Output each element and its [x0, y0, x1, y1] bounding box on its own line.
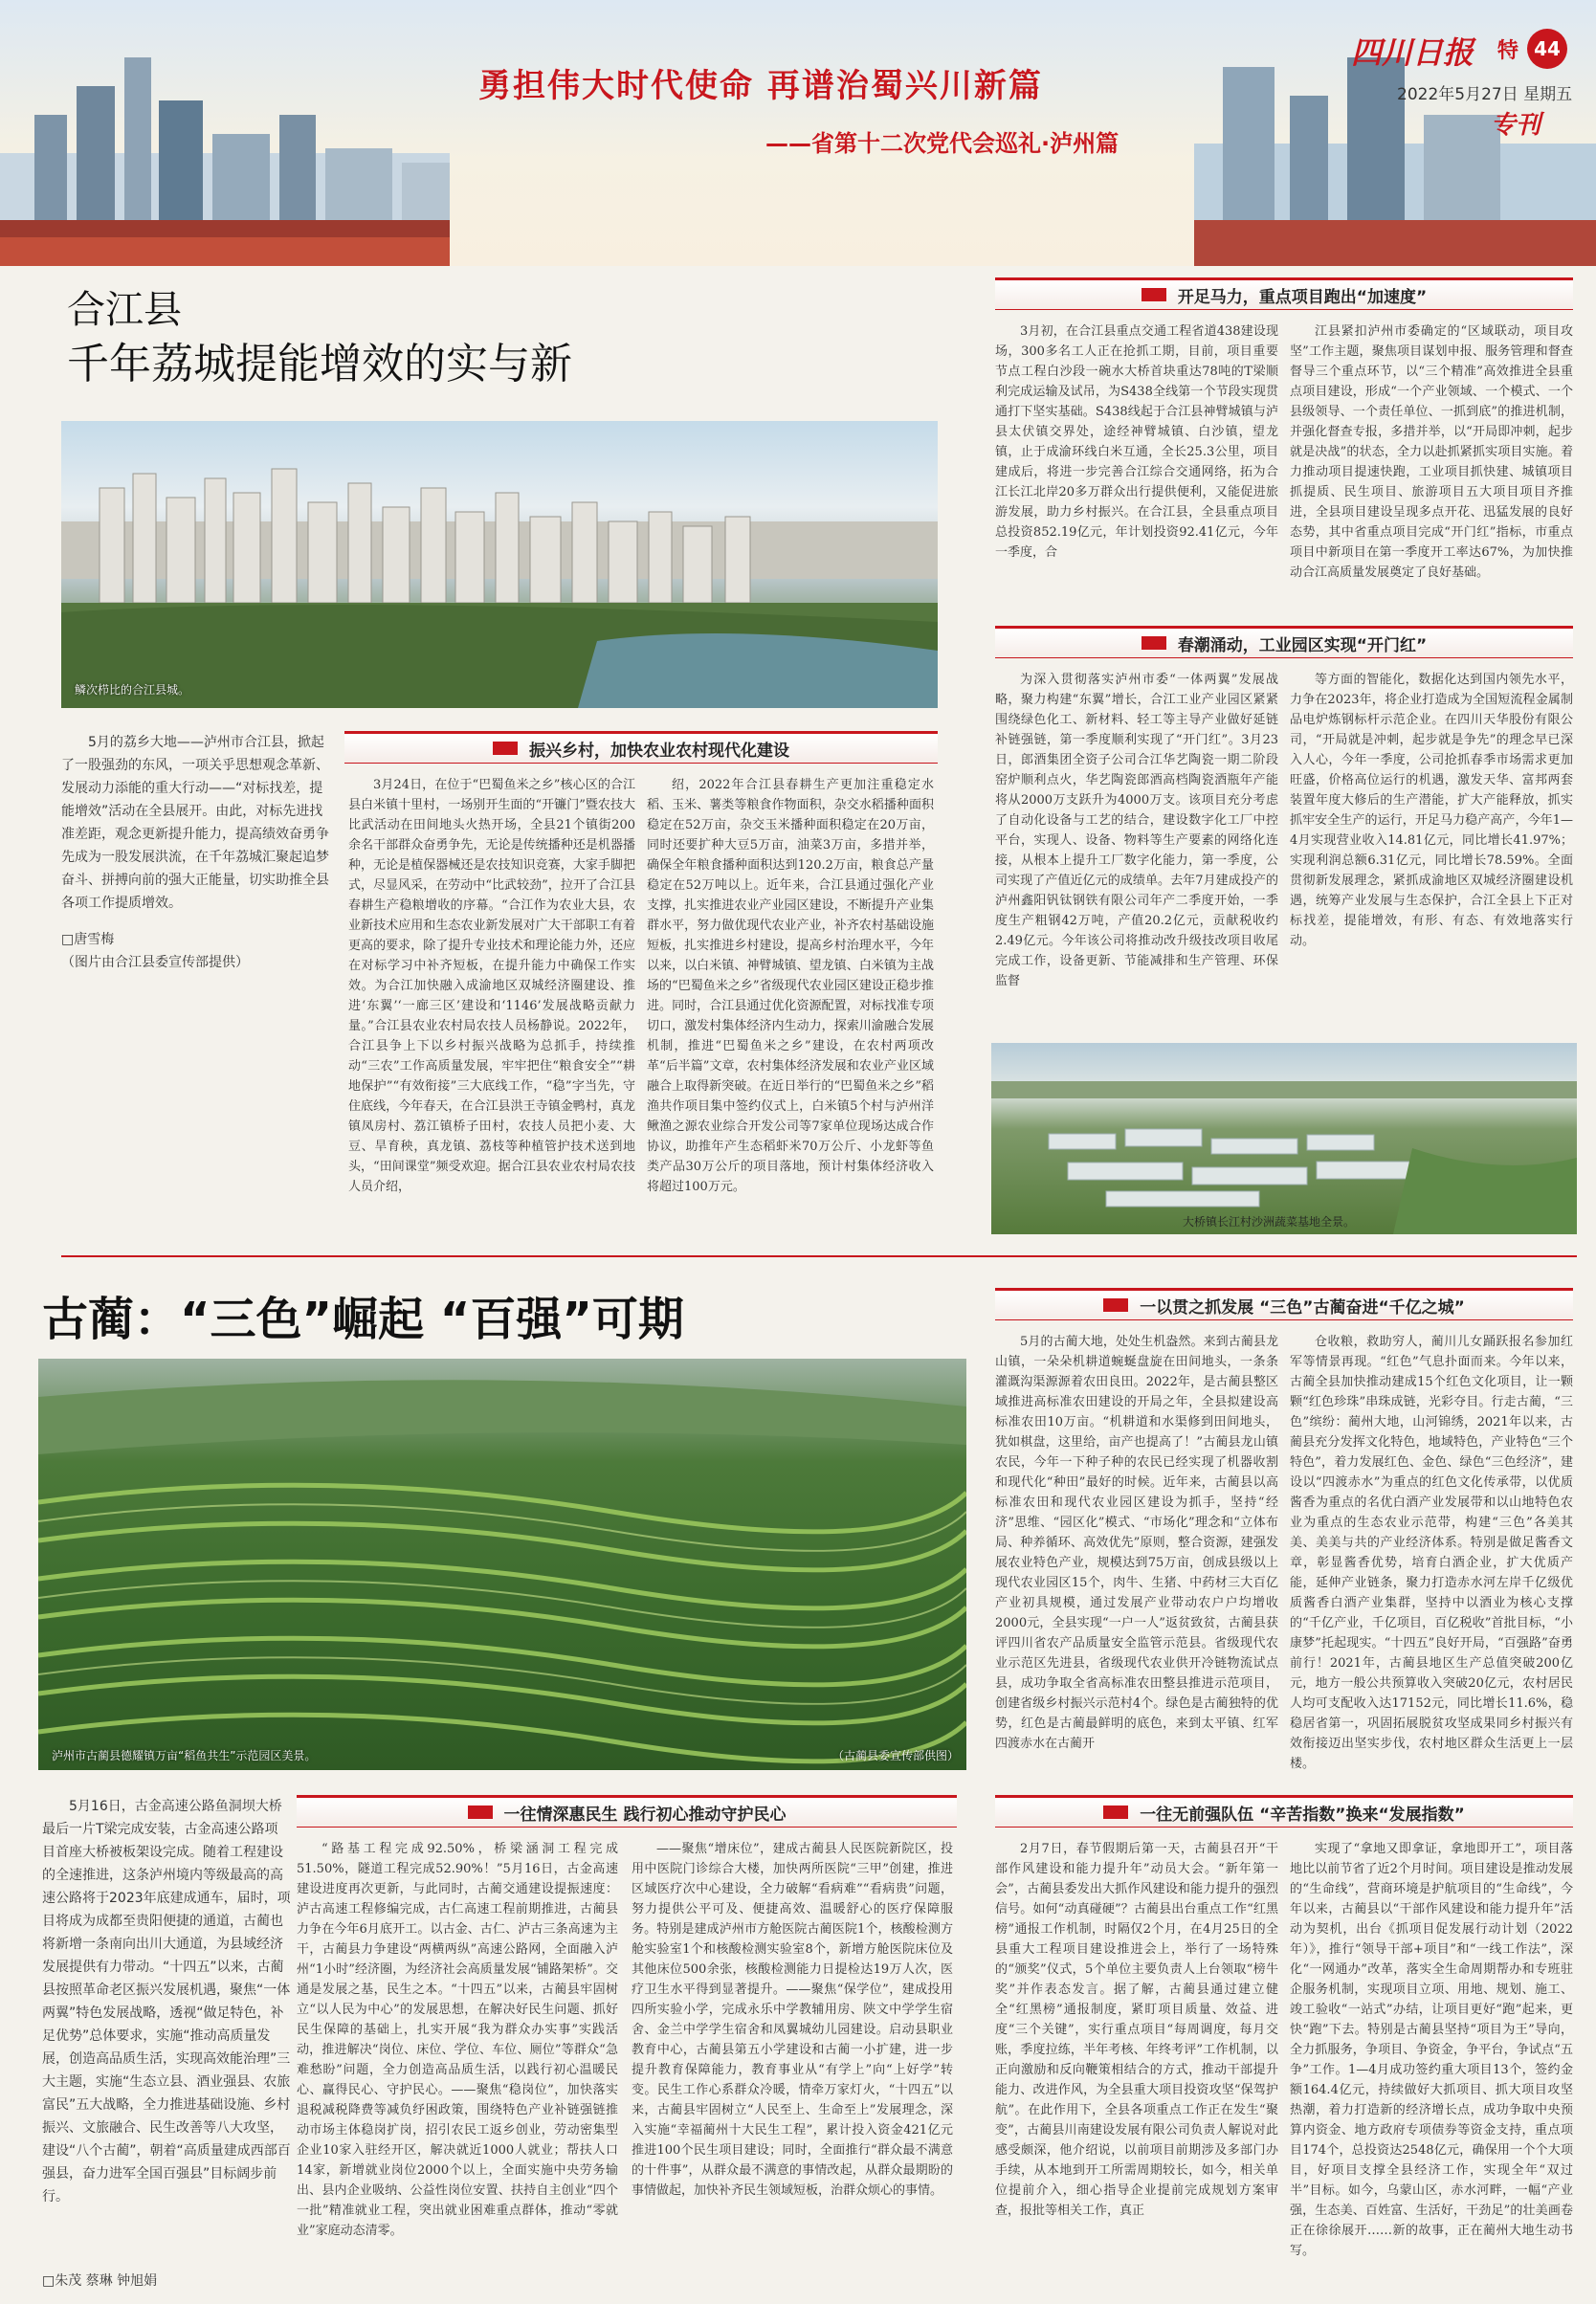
- paragraph: 等方面的智能化，数据化达到国内领先水平，力争在2023年，将企业打造成为全国短流程金属制品电炉炼钢标杆示范企业。在四川天华股份有限公司，“开局就是冲刺，起步就是争先”的理念早已深入人心，今年一季度，公司抢抓春季市场需求更加旺盛，价格高位运行的机遇，激发天华、富邦两套装置年度大修后的生产潜能，扩大产能释放，抓实抓牢安全生产的运行，开足马力稳产高产，今年1—4月实现营业收入14.81亿元，同比增长41.97%；实现利润总额6.31亿元，同比增长78.59%。全面贯彻新发展理念，紧抓成渝地区双城经济圈建设机遇，统筹产业发展与生态保护，合江全县上下正对标找差，提能增效，有形、有态、有效地落实行动。: [1290, 673, 1573, 948]
- section-label: 特: [1497, 39, 1519, 63]
- paragraph: 绍，2022年合江县春耕生产更加注重稳定水稻、玉米、薯类等粮食作物面积，杂交水稻播种面积稳定在52万亩，杂交玉米播种面积稳定在20万亩，同时还要扩种大豆5万亩，油菜3万亩，多措并举，确保全年粮食播种面积达到120.2万亩，粮食总产量稳定在52万吨以上。近年来，合江县通过强化产业支撑，扎实推进农业产业园区建设，不断提升产业集群水平，努力做优现代农业产业，补齐农村基础设施短板，扎实推进乡村建设，提高乡村治理水平，今年以来，以白米镇、神臂城镇、望龙镇、白米镇为主战场的“巴蜀鱼米之乡”省级现代农业园区建设正稳步推进。同时，合江县通过优化资源配置，对标找准专项切口，激发村集体经济内生动力，探索川渝融合发展机制，推进“巴蜀鱼米之乡”建设，在农村两项改革“后半篇”文章，农村集体经济发展和农业产业区域融合上取得新突破。在近日举行的“巴蜀鱼米之乡”稻渔共作项目集中签约仪式上，白米镇5个村与泸州洋鳅渔之源农业综合开发公司等7家单位现场达成合作协议，助推年产生态稻虾米70万公斤、小龙虾等鱼类产品30万公斤的项目落地，预计村集体经济收入将超过100万元。: [647, 778, 934, 1194]
- section-title: 一往无前强队伍 “辛苦指数”换来“发展指数”: [1140, 1805, 1465, 1825]
- paragraph: 3月初，在合江县重点交通工程省道438建设现场，300多名工人正在抢抓工期，目前，项目重要节点工程白沙段一碗水大桥首块重达78吨的T梁顺利完成运输及试吊，为S438全线第一个节段实现贯通打下坚实基础。S438线起于合江县神臂城镇与泸县太伏镇交界处，途经神臂城镇、白沙镇，望龙镇，止于成渝环线白米互通，全长25.3公里，项目建成后，将进一步完善合江综合交通网络，拓为合江长江北岸20多万群众出行提供便利，又能促进旅游发展，助力乡村振兴。在合江县，全县重点项目总投资852.19亿元，年计划投资92.41亿元，今年一季度，合: [995, 324, 1278, 560]
- greenhouse-illustration: [991, 1043, 1577, 1234]
- section-title: 开足马力，重点项目跑出“加速度”: [1177, 287, 1428, 307]
- gulin-section1-col2: [1290, 1332, 1573, 1774]
- gulin-section3-col1: [995, 1839, 1278, 2289]
- paragraph: 实现了“拿地又即拿证，拿地即开工”，项目落地比以前节省了近2个月时间。项目建设是推动发展的“生命线”，营商环境是护航项目的“生命线”，今年以来，古蔺县以“干部作风建设和能力提升年”活动为契机，出台《抓项目促发展行动计划（2022年）》，推行“领导干部+项目”和“一线工作法”，深化“一网通办”改革，落实全生命周期帮办和专班驻企服务机制，实现项目立项、用地、规划、施工、竣工验收“一站式”办结，让项目更好“跑”起来，更快“跑”下去。特别是古蔺县坚持“项目为王”导向，全力抓服务，争项目、争资金，争平台，争试点“五争”工作。1—4月成功签约重大项目13个，签约金额164.4亿元，持续做好大抓项目、抓大项目攻坚热潮，着力打造新的经济增长点，成功争取中央预算内资金、地方政府专项债券等资金支持，重点项目174个，总投资达2548亿元，确保用一个个大项目，好项目支撑全县经济工作，实现全年“双过半”目标。如今，乌蒙山区，赤水河畔，一幅“产业强，生态美、百姓富、生活好，干劲足”的壮美画卷正在徐徐展开……新的故事，正在蔺州大地生动书写。: [1290, 1842, 1573, 2258]
- special-title: 勇担伟大时代使命 再谱治蜀兴川新篇: [478, 67, 1043, 105]
- gulin-section2-col1: [297, 1839, 618, 2289]
- article-divider: [61, 1255, 1577, 1257]
- hejiang-section1-header: [344, 731, 938, 764]
- gulin-lead: [42, 1795, 291, 2293]
- paragraph: 为深入贯彻落实泸州市委“一体两翼”发展战略，聚力构建“东翼”增长，合江工业产业园区紧紧围绕绿色化工、新材料、轻工等主导产业做好延链补链强链，第一季度顺利实现了“开门红”。3月23日，郎酒集团全资子公司合江华艺陶瓷一期二阶段窑炉顺利点火，华艺陶瓷郎酒高档陶瓷酒瓶年产能将从2000万支跃升为4000万支。该项目充分考虑了自动化设备与工艺的结合，建设数字化工厂中控平台，实现人、设备、物料等生产要素的网络化连接，从根本上提升工厂数字化能力，第一季度，公司实现了产值近亿元的成绩单。去年7月建成投产的泸州鑫阳钒钛钢铁有限公司年产二季度开始，一季度生产粗钢42万吨，产值20.2亿元，贡献税收约2.49亿元。今年该公司将推动改升级技改项目收尾完成工作，设备更新、节能减排和生产管理、环保监督: [995, 673, 1278, 988]
- article-hejiang-headline-2: 千年荔城提能增效的实与新: [67, 340, 572, 388]
- gulin-byline: □朱茂 蔡琳 钟旭娟: [42, 2273, 158, 2289]
- section-marker: [493, 742, 518, 755]
- greenhouse-photo-caption: 大桥镇长江村沙洲蔬菜基地全景。: [1183, 1215, 1356, 1229]
- page-number-badge: [1527, 29, 1567, 69]
- paragraph: ——聚焦“增床位”，建成古蔺县人民医院新院区，投用中医院门诊综合大楼，加快两所医院“三甲”创建，推进区域医疗次中心建设，全力破解“看病难”“看病贵”问题，努力提供公平可及、便捷高效、温暖舒心的医疗保障服务。特别是建成泸州市方舱医院古蔺医院1个，核酸检测方舱实验室1个和核酸检测实验室8个，新增方舱医院床位及其他床位500余张，核酸检测能力日提检达19万人次，医疗卫生水平得到显著提升。——聚焦“保学位”，建成投用四所实验小学，完成永乐中学教辅用房、陕文中学学生宿舍、金兰中学学生宿舍和凤翼城幼儿园建设。启动县职业教育中心，古蔺县第五小学建设和古蔺一小扩建，进一步提升教育保障能力，教育事业从“有学上”向“上好学”转变。民生工作心系群众冷暖，情牵万家灯火，“十四五”以来，古蔺县牢固树立“人民至上、生命至上”发展理念，深入实施“幸福蔺州十大民生工程”，累计投入资金421亿元推进100个民生项目建设；同时，全面推行“群众最不满意的十件事”，从群众最不满意的事情改起，从群众最期盼的事情做起，加快补齐民生领域短板，治群众烦心的事情。: [632, 1842, 953, 2198]
- paragraph: “路基工程完成92.50%，桥梁涵洞工程完成51.50%，隧道工程完成52.90%！”5月16日，古金高速建设进度再次更新，与此同时，古蔺交通建设提振速度：泸古高速工程修编完成，古仁高速工程前期推进，古蔺县力争在今年6月底开工。以古金、古仁、泸古三条高速为主干，古蔺县力争建设“两横两纵”高速公路网，全面融入泸州“1小时”经济圈，为经济社会高质量发展“铺路架桥”。交通是发展之基，民生之本。“十四五”以来，古蔺县牢固树立“以人民为中心”的发展思想，在解决好民生问题、抓好民生保障的基础上，扎实开展“我为群众办实事”实践活动，推进解决“岗位、床位、学位、车位、厕位”等群众“急难愁盼”问题，全力创造高品质生活，以践行初心温暖民心、赢得民心、守护民心。——聚焦“稳岗位”，加快落实退税减税降费等减负纾困政策，围绕特色产业补链强链推动市场主体稳岗扩岗，招引农民工返乡创业，劳动密集型企业10家入驻经开区，解决就近1000人就业；帮扶人口14家，新增就业岗位2000个以上，全面实施中央劳务输出、县内企业吸纳、公益性岗位安置、扶持自主创业“四个一批”精准就业工程，突出就业困难重点群体，推动“零就业”家庭动态清零。: [297, 1842, 618, 2238]
- gulin-section1-col1: [995, 1332, 1278, 1774]
- section-title: 振兴乡村，加快农业农村现代化建设: [529, 741, 789, 761]
- terraces-photo: [38, 1359, 966, 1770]
- hejiang-photo-caption: 鳞次栉比的合江县城。: [75, 683, 190, 697]
- paragraph: 2月7日，春节假期后第一天，古蔺县召开“干部作风建设和能力提升年”动员大会。“新年第一会”，古蔺县委发出大抓作风建设和能力提升的强烈信号。如何“动真碰硬”？古蔺县出台重点工作“红黑榜”通报工作机制，时隔仅2个月，在4月25日的全县重大工程项目建设推进会上，举行了一场特殊的“颁奖”仪式，5个单位主要负责人上台领取“榜牛奖”并作表态发言。据了解，古蔺县通过建立健全“红黑榜”通报制度，紧盯项目质量、效益、进度“三个关键”，实行重点项目“每周调度，每月交账，季度拉练，半年考核、年终考评”工作机制，以正向激励和反向鞭策相结合的方式，推动干部提升能力、改进作风，为全县重大项目投资攻坚“保驾护航”。在此作用下，全县各项重点工作正在发生“聚变”，古蔺县川南建设发展有限公司负责人解说对此感受颇深，他介绍说，以前项目前期涉及多部门办手续，从本地到开工所需周期较长，如今，相关单位提前介入，细心指导企业提前完成规划方案审查，报批等相关工作，真正: [995, 1842, 1278, 2218]
- gulin-section2-col2: [632, 1839, 953, 2289]
- hejiang-section2-header: [995, 277, 1573, 310]
- gulin-section2-header: [297, 1795, 957, 1828]
- gulin-section3-header: [995, 1795, 1573, 1828]
- paragraph: 江县紧扣泸州市委确定的“区域联动，项目攻坚”工作主题，聚焦项目谋划申报、服务管理和督查督导三个重点环节，以“三个精准”高效推进全县重点项目建设，形成“一个产业领域、一个模式、一个县级领导、一个责任单位、一抓到底”的推进机制，并强化督查专报，多措并举，以“开局即冲刺，起步就是决战”的状态，全力以赴抓紧抓实项目实施。着力推动项目提速快跑，工业项目抓快建、城镇项目抓提质、民生项目、旅游项目五大项目项目齐推进，全县项目建设呈现多点开花、迅猛发展的良好态势，其中省重点项目完成“开门红”指标，市重点项目中新项目在第一季度开工率达67%，为加快推动合江高质量发展奠定了良好基础。: [1290, 324, 1573, 580]
- masthead: [0, 0, 1596, 266]
- special-subtitle: ——省第十二次党代会巡礼·泸州篇: [765, 130, 1119, 157]
- hejiang-byline: □唐雪梅: [61, 932, 115, 947]
- edition-label: 专刊: [1491, 111, 1541, 140]
- terraces-illustration: [38, 1359, 966, 1770]
- hejiang-section3-col1: [995, 670, 1278, 1037]
- terraces-photo-caption: 泸州市古蔺县德耀镇万亩“稻鱼共生”示范园区美景。: [52, 1749, 317, 1762]
- paragraph: 3月24日，在位于“巴蜀鱼米之乡”核心区的合江县白米镇十里村，一场别开生面的“开镰门”暨农技大比武活动在田间地头火热开场，全县21个镇街200余名干部群众奋勇争先，无论是传统播种还是机器播种，无论是植保器械还是农技知识竞赛，大家手脚把式，尽显风采，在劳动中“比武较劲”，拉开了合江县春耕生产稳粮增收的序幕。“合江作为农业大县，农业新技术应用和生态农业新发展对广大干部职工有着更高的要求，除了提升专业技术和理论能力外，还应在对标学习中补齐短板，在提升能力中确保工作实效。为合江加快融入成渝地区双城经济圈建设、推进‘东翼’‘一廊三区’建设和‘1146’发展战略贡献力量。”合江县农业农村局农技人员杨静说。2022年，合江县争上下以乡村振兴战略为总抓手，持续推动“三农”工作高质量发展，牢牢把住“粮食安全”“耕地保护”“有效衔接”三大底线工作，“稳”字当先，守住底线，今年春天，在合江县洪王寺镇金鸭村，真龙镇凤房村、荔江镇桥子田村，农技人员把小麦、大豆、旱育秧，真龙镇、荔枝等种植管护技术送到地头，“田间课堂”频受欢迎。据合江县农业农村局农技人员介绍，: [348, 778, 635, 1194]
- hejiang-city-photo: [61, 421, 938, 708]
- paragraph: 仓收粮，救助穷人，蔺川儿女踊跃报名参加红军等情景再现。“红色”气息扑面而来。今年以来，古蔺全县加快推动建成15个红色文化项目，让一颗颗“红色珍珠”串珠成链，光彩夺目。行走古蔺，“三色”缤纷：蔺州大地，山河锦绣，2021年以来，古蔺县充分发挥文化特色，地域特色，产业特色“三个特色”，着力发展红色、金色、绿色“三色经济”，建设以“四渡赤水”为重点的红色文化传承带，以优质酱香为重点的名优白酒产业发展带和以山地特色农业为重点的生态农业示范带，构建“三色”各美其美、美美与共的产业经济体系。特别是做足酱香文章，彰显酱香优势，培育白酒企业，扩大优质产能，延伸产业链条，聚力打造赤水河左岸千亿级优质酱香白酒产业集群，坚持中以酒业为核心支撑的“千亿产业，千亿项目，百亿税收”首批目标，“小康梦”托起现实。“十四五”良好开局，“百强路”奋勇前行！2021年，古蔺县地区生产总值突破200亿元，地方一般公共预算收入突破20亿元，农村居民人均可支配收入达17152元，同比增长11.6%，稳稳居省第一，巩固拓展脱贫攻坚成果同乡村振兴有效衔接迈出坚实步伐，农村地区群众生活更上一层楼。: [1290, 1335, 1573, 1771]
- section-marker: [1103, 1806, 1128, 1819]
- page-number: 44: [1534, 37, 1561, 60]
- article-hejiang-headline-1: 合江县: [67, 288, 182, 332]
- hejiang-section3-header: [995, 626, 1573, 658]
- section-title: 一往情深惠民生 践行初心推动守护民心: [503, 1805, 787, 1825]
- gulin-section1-header: [995, 1288, 1573, 1320]
- hejiang-section1-col2: [647, 775, 934, 1234]
- hejiang-lead: [61, 731, 331, 974]
- hejiang-photo-credit: （图片由合江县委宣传部提供）: [61, 955, 249, 970]
- paragraph: 5月的古蔺大地，处处生机盎然。来到古蔺县龙山镇，一朵朵机耕道蜿蜒盘旋在田间地头，一条条灌溉沟渠源源着农田良田。2022年，是古蔺县整区域推进高标准农田建设的开局之年，全县拟建设高标准农田10万亩。“机耕道和水渠修到田间地头，犹如棋盘，这里给，亩产也提高了！”古蔺县龙山镇农民，今年一下种子种的农民已经实现了机器收割和现代化“种田”最好的时候。近年来，古蔺县以高标准农田和现代农业园区建设为抓手，坚持“经济”思维、“园区化”模式、“市场化”理念和“立体布局、种养循环、高效优先”原则，整合资源，建强发展农业特色产业，规模达到75万亩，创成县级以上现代农业园区15个，肉牛、生猪、中药材三大百亿产业初具规模，通过发展产业带动农户户均增收2000元，全县实现“一户一人”返贫致贫，古蔺县获评四川省农产品质量安全监管示范县。省级现代农业示范区先进县，省级现代农业供开冷链物流试点县，成功争取全省高标准农田整县推进示范项目，创建省级乡村振兴示范村4个。绿色是古蔺独特的优势，红色是古蔺最鲜明的底色，来到太平镇、红军四渡赤水在古蔺开: [995, 1335, 1278, 1751]
- section-marker: [1142, 288, 1166, 301]
- greenhouse-photo: [991, 1043, 1577, 1234]
- hejiang-section2-col2: [1290, 321, 1573, 609]
- article-gulin-headline: 古蔺：“三色”崛起 “百强”可期: [42, 1293, 684, 1346]
- section-marker: [1103, 1298, 1128, 1312]
- hejiang-section2-col1: [995, 321, 1278, 609]
- city-photo-illustration: [61, 421, 938, 708]
- city-skyline-illustration: [0, 0, 450, 266]
- section-title: 一以贯之抓发展 “三色”古蔺奋进“千亿之城”: [1140, 1297, 1465, 1318]
- gulin-lead-text: 5月16日，古金高速公路鱼洞坝大桥最后一片T梁完成安装，古金高速公路项目首座大桥被板架设完成。随着工程建设的全速推进，这条泸州境内等级最高的高速公路将于2023年底建成通车，届时，项目将成为成都至贵阳便捷的通道，古蔺也将新增一条南向出川大通道，为县域经济发展提供有力带动。“十四五”以来，古蔺县按照革命老区振兴发展机遇，聚焦“一体两翼”特色发展战略，透视“做足特色，补足优势”总体要求，实施“推动高质量发展，创造高品质生活，实现高效能治理”三大主题，实施“生态立县、酒业强县、农旅富民”五大战略，全力推进基础设施、乡村振兴、文旅融合、民生改善等八大攻坚，建设“八个古蔺”，朝着“高质量建成西部百强县，奋力进军全国百强县”目标阔步前行。: [42, 1799, 291, 2204]
- issue-date: 2022年5月27日 星期五: [1397, 85, 1573, 104]
- section-title: 春潮涌动，工业园区实现“开门红”: [1177, 635, 1428, 655]
- gulin-section3-col2: [1290, 1839, 1573, 2289]
- section-marker: [1142, 636, 1166, 650]
- section-marker: [468, 1806, 493, 1819]
- terraces-photo-credit: （古蔺县委宣传部供图）: [832, 1749, 960, 1762]
- hejiang-lead-text: 5月的荔乡大地——泸州市合江县，掀起了一股强劲的东风，一项关乎思想观念革新、发展动力添能的重大行动——“对标找差，提能增效”活动在全县展开。由此，对标先进找准差距，观念更新提升能力，提高绩效奋勇争先成为一股发展洪流，在千年荔城汇聚起追梦奋斗、拼搏向前的强大正能量，切实助推全县各项工作提质增效。: [61, 735, 329, 911]
- hejiang-section3-col2: [1290, 670, 1573, 1037]
- paper-name: 四川日报: [1351, 34, 1474, 71]
- hejiang-section1-col1: [348, 775, 635, 1234]
